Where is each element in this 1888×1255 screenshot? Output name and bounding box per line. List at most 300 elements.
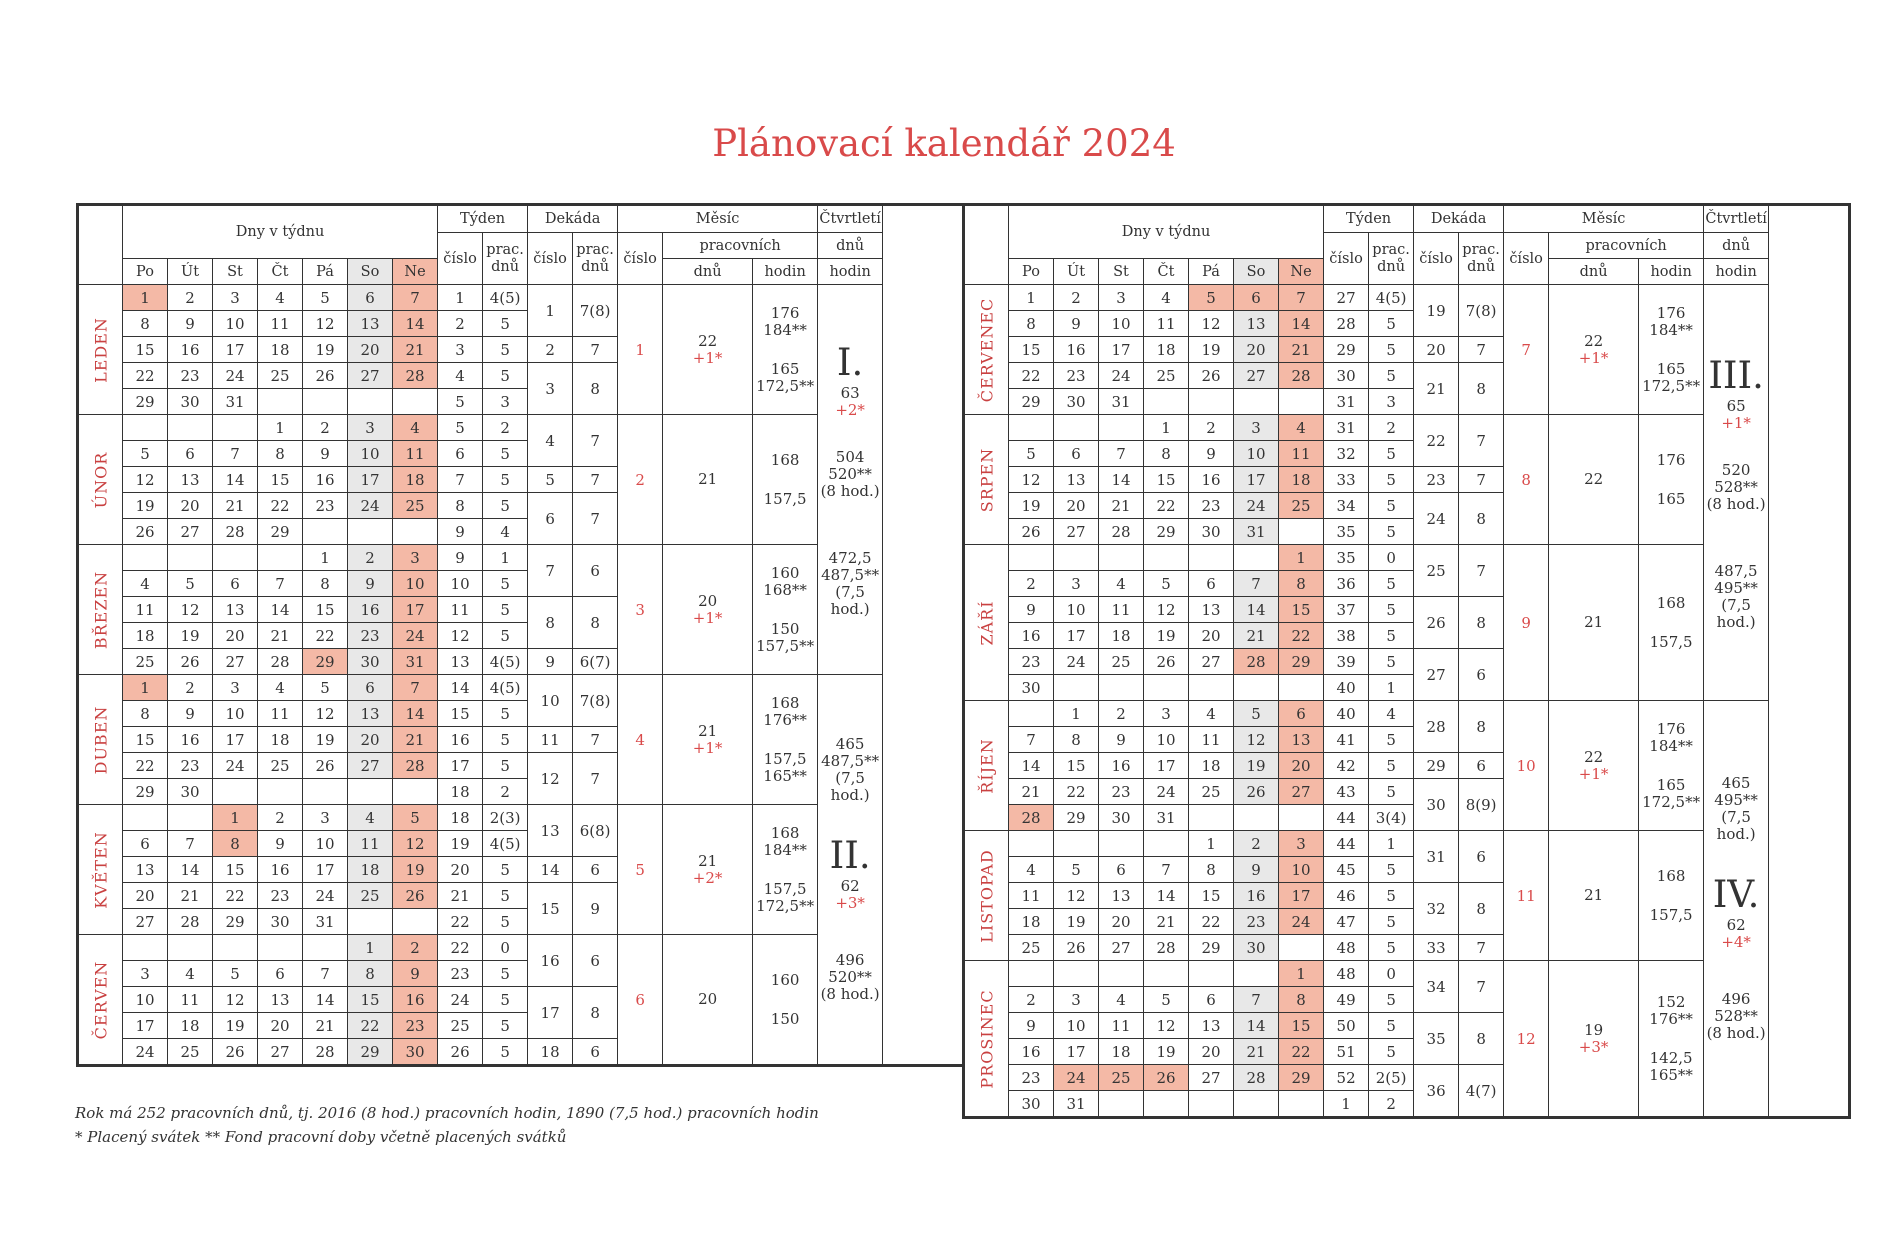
month-hours [753,675,818,805]
day-cell: 7 [168,831,213,857]
month-hours-8: 168 [770,823,800,842]
day-cell: 27 [1279,779,1324,805]
day-cell: 6 [213,571,258,597]
decade-workdays: 8 [573,363,618,415]
decade-workdays: 8 [1459,493,1504,545]
day-cell: 10 [1054,1013,1099,1039]
decade-number: 4 [528,415,573,467]
day-cell: 14 [393,701,438,727]
week-workdays: 5 [483,337,528,363]
month-hours-8-fund: 176** [1649,1009,1693,1028]
quarter-h5: 495** [1714,791,1758,809]
day-cell: 21 [1144,909,1189,935]
week-workdays: 2 [1369,1091,1414,1118]
decade-workdays: 7 [1459,961,1504,1013]
day-cell: 18 [258,727,303,753]
day-cell: 29 [1279,1065,1324,1091]
weekday-header: Čt [1144,259,1189,285]
day-cell: 13 [1054,467,1099,493]
day-cell: 9 [1054,311,1099,337]
month-workdays [1549,961,1639,1118]
day-cell: 5 [1144,571,1189,597]
day-cell: 9 [303,441,348,467]
day-cell: 6 [1279,701,1324,727]
day-cell: 11 [1099,597,1144,623]
day-cell: 10 [1054,597,1099,623]
week-number: 40 [1324,701,1369,727]
day-cell [123,545,168,571]
month-days-value: 20 [698,990,718,1008]
week-workdays: 2(3) [483,805,528,831]
month-number-header: číslo [618,233,663,285]
day-cell [258,779,303,805]
decade-number: 11 [528,727,573,753]
day-cell: 30 [258,909,303,935]
month-days-value: 21 [698,721,718,740]
week-workdays-header: prac. dnů [483,233,528,285]
day-cell: 24 [1099,363,1144,389]
day-cell: 8 [123,701,168,727]
quarter-hours-header: hodin [818,259,883,285]
quarter-h4: 465 [835,735,865,753]
month-number: 11 [1504,831,1549,961]
day-cell: 2 [348,545,393,571]
day-cell: 29 [1144,519,1189,545]
day-cell: 11 [348,831,393,857]
week-number: 9 [438,519,483,545]
day-cell: 18 [1279,467,1324,493]
week-workdays: 5 [483,701,528,727]
day-cell: 9 [1009,1013,1054,1039]
day-cell: 9 [1009,597,1054,623]
week-workdays: 5 [483,857,528,883]
day-cell: 30 [1234,935,1279,961]
day-cell: 29 [258,519,303,545]
day-cell [348,519,393,545]
month-name-cell [964,415,1009,545]
day-cell: 3 [213,675,258,701]
day-cell: 25 [1144,363,1189,389]
day-cell: 7 [1099,441,1144,467]
week-number: 18 [438,779,483,805]
day-cell: 24 [213,753,258,779]
day-cell: 16 [303,467,348,493]
day-cell: 16 [1234,883,1279,909]
month-days-value: 19 [1584,1020,1604,1039]
quarter-h4: 465 [1721,774,1751,792]
day-cell: 19 [1234,753,1279,779]
day-cell: 9 [393,961,438,987]
decade-workdays: 7(8) [573,285,618,337]
day-cell [123,935,168,961]
decade-workdays: 7 [1459,935,1504,961]
week-number: 35 [1324,545,1369,571]
day-cell: 30 [1189,519,1234,545]
day-cell: 8 [123,311,168,337]
month-hours [753,805,818,935]
decade-number: 13 [528,805,573,857]
quarter-h6: (7,5 hod.) [830,583,870,618]
decade-workdays: 4(7) [1459,1065,1504,1118]
day-cell: 14 [1279,311,1324,337]
day-cell: 6 [258,961,303,987]
quarter-extra: +2* [835,401,865,419]
day-cell: 1 [1054,701,1099,727]
month-hours-75: 157,5 [1649,632,1693,651]
day-cell: 21 [168,883,213,909]
day-cell: 4 [1099,571,1144,597]
day-cell: 6 [1054,441,1099,467]
quarter-h2: 528** [1714,1007,1758,1025]
month-hours-8: 168 [1656,866,1686,885]
day-cell [1099,961,1144,987]
day-cell: 21 [1234,623,1279,649]
quarter-numeral: IV. [1712,873,1760,916]
day-cell: 17 [303,857,348,883]
day-cell: 20 [168,493,213,519]
day-cell: 26 [303,753,348,779]
day-cell: 24 [1144,779,1189,805]
day-cell: 22 [1189,909,1234,935]
month-hours-75: 165 [1656,359,1686,378]
month-hours-75: 150 [770,619,800,638]
day-cell: 24 [303,883,348,909]
month-name-cell [78,805,123,935]
decade-number: 20 [1414,337,1459,363]
day-cell: 11 [258,701,303,727]
day-cell: 16 [393,987,438,1013]
day-cell: 11 [168,987,213,1013]
decade-workdays: 7 [573,727,618,753]
day-cell: 2 [1054,285,1099,311]
day-cell: 10 [1279,857,1324,883]
week-workdays: 1 [1369,831,1414,857]
week-workdays: 5 [483,987,528,1013]
month-workdays [663,545,753,675]
day-cell: 3 [1054,987,1099,1013]
decade-number: 10 [528,675,573,727]
day-cell: 28 [258,649,303,675]
decade-workdays: 8 [1459,363,1504,415]
day-cell: 6 [1099,857,1144,883]
decade-number: 7 [528,545,573,597]
month-hours-gap [753,989,817,1011]
day-cell: 9 [258,831,303,857]
day-cell [1054,675,1099,701]
week-workdays: 5 [1369,987,1414,1013]
day-cell: 20 [1234,337,1279,363]
day-cell: 15 [1144,467,1189,493]
quarter-gap [1704,843,1768,873]
day-cell: 31 [1144,805,1189,831]
month-days-value: 22 [698,331,718,350]
day-cell: 29 [123,389,168,415]
month-name: ZÁŘÍ [977,599,996,646]
month-hours-gap [753,599,817,621]
day-cell: 8 [1189,857,1234,883]
week-number: 25 [438,1013,483,1039]
day-cell: 4 [258,675,303,701]
day-cell: 28 [303,1039,348,1066]
day-cell [1099,675,1144,701]
day-cell: 25 [348,883,393,909]
month-name: KVĚTEN [91,830,110,909]
weekday-header: St [213,259,258,285]
decade-number: 2 [528,337,573,363]
week-number: 2 [438,311,483,337]
weekday-header: Pá [303,259,348,285]
day-cell: 4 [348,805,393,831]
day-cell: 13 [1099,883,1144,909]
day-cell: 31 [1054,1091,1099,1118]
week-workdays: 5 [1369,649,1414,675]
day-cell: 7 [1009,727,1054,753]
week-workdays: 5 [483,623,528,649]
day-cell: 28 [1279,363,1324,389]
day-cell: 21 [303,1013,348,1039]
week-number: 13 [438,649,483,675]
week-number: 32 [1324,441,1369,467]
day-cell: 7 [393,675,438,701]
day-cell: 7 [1279,285,1324,311]
calendar-table-h2 [962,203,1851,1119]
day-cell: 25 [1189,779,1234,805]
day-cell [1234,545,1279,571]
day-cell: 29 [123,779,168,805]
week-workdays: 0 [1369,961,1414,987]
day-cell: 23 [1054,363,1099,389]
day-cell [348,909,393,935]
day-cell: 2 [1234,831,1279,857]
day-cell: 25 [258,363,303,389]
week-number: 45 [1324,857,1369,883]
weekday-header: St [1099,259,1144,285]
day-cell [1054,415,1099,441]
day-cell: 9 [1234,857,1279,883]
day-cell: 16 [348,597,393,623]
weekday-header: Po [1009,259,1054,285]
decade-number: 29 [1414,753,1459,779]
month-hours-8: 176 [770,303,800,322]
decade-number: 36 [1414,1065,1459,1118]
page-title: Plánovací kalendář 2024 [712,122,1176,165]
day-cell [213,415,258,441]
day-cell: 18 [393,467,438,493]
month-hours-8: 152 [1656,992,1686,1011]
day-cell: 26 [1144,649,1189,675]
decade-number: 14 [528,857,573,883]
day-cell: 5 [123,441,168,467]
day-cell: 26 [393,883,438,909]
month-hours-8-fund: 184** [763,320,807,339]
day-cell: 2 [1009,987,1054,1013]
day-cell: 22 [213,883,258,909]
quarter-h3: (8 hod.) [820,985,880,1003]
day-cell: 17 [1144,753,1189,779]
week-workdays: 5 [483,883,528,909]
month-hours-75: 157,5 [763,879,807,898]
week-row [964,701,1850,727]
week-workdays: 4 [483,519,528,545]
month-hours-header: hodin [753,259,818,285]
day-cell: 21 [1099,493,1144,519]
week-workdays: 5 [1369,467,1414,493]
month-days-value: 21 [1584,886,1604,904]
day-cell: 14 [1234,597,1279,623]
week-number: 5 [438,389,483,415]
day-cell: 12 [303,701,348,727]
day-cell: 28 [1009,805,1054,831]
day-cell: 6 [348,285,393,311]
day-cell: 25 [1009,935,1054,961]
decade-number: 17 [528,987,573,1039]
month-hours-8: 176 [1656,450,1686,469]
week-workdays: 5 [483,961,528,987]
quarter-h2: 520** [828,968,872,986]
day-cell: 6 [123,831,168,857]
month-hours-75: 157,5 [763,489,807,508]
month-days-header: dnů [663,259,753,285]
day-cell [1189,545,1234,571]
week-workdays: 0 [483,935,528,961]
day-cell [1009,415,1054,441]
week-workdays: 5 [1369,441,1414,467]
day-cell: 15 [1279,597,1324,623]
week-workdays: 4(5) [483,831,528,857]
day-cell: 5 [1144,987,1189,1013]
decade-workdays: 6 [573,545,618,597]
header-row-1 [78,205,964,233]
day-cell [303,519,348,545]
week-number: 31 [1324,415,1369,441]
month-hours-gap [1639,885,1703,907]
decade-number: 27 [1414,649,1459,701]
week-workdays: 5 [1369,909,1414,935]
month-hours-header: hodin [1639,259,1704,285]
week-workdays: 2 [1369,415,1414,441]
decade-workdays: 7 [1459,337,1504,363]
decade-number: 12 [528,753,573,805]
week-number: 52 [1324,1065,1369,1091]
week-number: 9 [438,545,483,571]
day-cell: 25 [258,753,303,779]
month-hours [1639,701,1704,831]
day-cell: 19 [1189,337,1234,363]
day-cell: 22 [1144,493,1189,519]
month-hours-8: 168 [770,450,800,469]
day-cell: 28 [393,363,438,389]
day-cell: 23 [1099,779,1144,805]
decade-number: 31 [1414,831,1459,883]
day-cell: 8 [303,571,348,597]
day-cell: 27 [258,1039,303,1066]
day-cell: 8 [1054,727,1099,753]
day-cell: 20 [1189,1039,1234,1065]
day-cell: 19 [1144,1039,1189,1065]
day-cell [213,935,258,961]
quarter-h6: (7,5 hod.) [830,769,870,804]
month-hours-gap [1639,469,1703,491]
day-cell [1099,545,1144,571]
day-cell: 22 [348,1013,393,1039]
week-number: 22 [438,909,483,935]
weekday-header: Po [123,259,168,285]
day-cell: 20 [1189,623,1234,649]
week-workdays: 2 [483,415,528,441]
week-number: 31 [1324,389,1369,415]
month-hours-75: 150 [770,1009,800,1028]
day-cell: 19 [213,1013,258,1039]
month-hours [1639,545,1704,701]
day-cell: 12 [1054,883,1099,909]
week-workdays: 4(5) [483,649,528,675]
week-number: 23 [438,961,483,987]
month-hours-gap [753,339,817,361]
day-cell: 6 [1234,285,1279,311]
quarter-cell [818,675,883,1066]
decade-number: 24 [1414,493,1459,545]
day-cell: 13 [258,987,303,1013]
day-cell [168,935,213,961]
quarter-h1: 504 [835,448,865,466]
week-number: 10 [438,571,483,597]
week-number: 33 [1324,467,1369,493]
decade-workdays: 7 [573,337,618,363]
day-cell: 14 [213,467,258,493]
quarter-h1: 520 [1721,461,1751,479]
week-workdays: 5 [1369,493,1414,519]
week-number: 34 [1324,493,1369,519]
day-cell [393,779,438,805]
day-cell: 2 [303,415,348,441]
day-cell: 19 [1144,623,1189,649]
week-number: 37 [1324,597,1369,623]
week-number: 19 [438,831,483,857]
month-name: DUBEN [91,705,110,774]
week-row [78,675,964,701]
day-cell: 8 [1009,311,1054,337]
week-header: Týden [1324,205,1414,233]
day-cell: 8 [213,831,258,857]
day-cell: 27 [1189,1065,1234,1091]
decade-header: Dekáda [1414,205,1504,233]
day-cell: 4 [1279,415,1324,441]
week-workdays: 5 [483,311,528,337]
footnote [75,1101,819,1149]
day-cell: 17 [393,597,438,623]
month-days-value: 21 [1584,613,1604,631]
month-header: Měsíc [1504,205,1704,233]
day-cell: 10 [393,571,438,597]
week-number: 6 [438,441,483,467]
day-cell: 29 [1054,805,1099,831]
week-number: 39 [1324,649,1369,675]
month-workdays [663,415,753,545]
day-cell [1279,805,1324,831]
week-number: 41 [1324,727,1369,753]
day-cell: 13 [1189,597,1234,623]
day-cell [1279,935,1324,961]
day-cell: 15 [1279,1013,1324,1039]
day-cell [123,805,168,831]
week-workdays: 0 [1369,545,1414,571]
day-cell: 29 [303,649,348,675]
month-hours-75: 165 [770,359,800,378]
day-cell: 30 [1009,675,1054,701]
week-workdays: 2(5) [1369,1065,1414,1091]
day-cell: 3 [393,545,438,571]
day-cell: 31 [1099,389,1144,415]
